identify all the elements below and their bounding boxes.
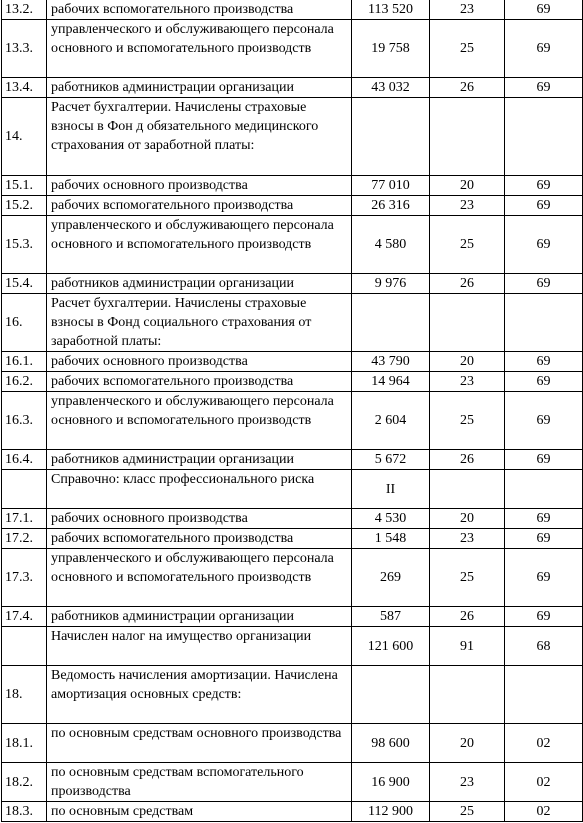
description-cell: Расчет бухгалтерии. Начислены страховые взносы в Фонд социального страхования от заработной платы: bbox=[47, 294, 352, 352]
credit-account-cell: 69 bbox=[505, 392, 583, 450]
table-row bbox=[2, 470, 583, 509]
credit-account-cell: 69 bbox=[505, 196, 583, 216]
row-number-cell: 15.1. bbox=[2, 176, 47, 196]
row-number-cell: 17.2. bbox=[2, 529, 47, 549]
row-number-cell: 15.3. bbox=[2, 216, 47, 274]
description-cell: рабочих основного производства bbox=[47, 509, 352, 529]
table-row bbox=[2, 607, 583, 627]
table-row bbox=[2, 666, 583, 724]
amount-cell: 4 580 bbox=[352, 216, 430, 274]
credit-account-cell bbox=[505, 98, 583, 176]
amount-cell: 4 530 bbox=[352, 509, 430, 529]
row-number-cell: 16.1. bbox=[2, 352, 47, 372]
table-row bbox=[2, 0, 583, 20]
debit-account-cell: 91 bbox=[430, 627, 505, 666]
table-row bbox=[2, 274, 583, 294]
row-number-cell: 18.1. bbox=[2, 724, 47, 763]
description-cell: работников администрации организации bbox=[47, 607, 352, 627]
debit-account-cell: 20 bbox=[430, 724, 505, 763]
row-number-cell: 17.4. bbox=[2, 607, 47, 627]
row-number-cell: 16.3. bbox=[2, 392, 47, 450]
description-cell: Ведомость начисления амортизации. Начислена амортизация основных средств: bbox=[47, 666, 352, 724]
debit-account-cell: 25 bbox=[430, 802, 505, 822]
table-row bbox=[2, 549, 583, 607]
row-number-cell: 18. bbox=[2, 666, 47, 724]
description-cell: рабочих вспомогательного производства bbox=[47, 529, 352, 549]
description-cell: работников администрации организации bbox=[47, 78, 352, 98]
description-cell: управленческого и обслуживающего персонала основного и вспомогательного производств bbox=[47, 20, 352, 78]
description-cell: по основным средствам вспомогательного производства bbox=[47, 763, 352, 802]
table-row bbox=[2, 352, 583, 372]
description-cell: работников администрации организации bbox=[47, 450, 352, 470]
debit-account-cell: 26 bbox=[430, 78, 505, 98]
amount-cell: 16 900 bbox=[352, 763, 430, 802]
description-cell: управленческого и обслуживающего персонала основного и вспомогательного производств bbox=[47, 392, 352, 450]
amount-cell: 113 520 bbox=[352, 0, 430, 20]
table-row bbox=[2, 20, 583, 78]
amount-cell: 19 758 bbox=[352, 20, 430, 78]
row-number-cell: 17.3. bbox=[2, 549, 47, 607]
debit-account-cell: 26 bbox=[430, 450, 505, 470]
credit-account-cell bbox=[505, 470, 583, 509]
description-cell: рабочих основного производства bbox=[47, 176, 352, 196]
row-number-cell bbox=[2, 470, 47, 509]
description-cell: Расчет бухгалтерии. Начислены страховые взносы в Фон д обязательного медицинского страхования от заработной платы: bbox=[47, 98, 352, 176]
credit-account-cell: 69 bbox=[505, 529, 583, 549]
amount-cell: 26 316 bbox=[352, 196, 430, 216]
description-cell: рабочих вспомогательного производства bbox=[47, 0, 352, 20]
table-row bbox=[2, 627, 583, 666]
amount-cell: II bbox=[352, 470, 430, 509]
credit-account-cell: 68 bbox=[505, 627, 583, 666]
description-cell: рабочих вспомогательного производства bbox=[47, 196, 352, 216]
credit-account-cell: 69 bbox=[505, 176, 583, 196]
description-cell: по основным средствам основного производства bbox=[47, 724, 352, 763]
description-cell: рабочих основного производства bbox=[47, 352, 352, 372]
amount-cell bbox=[352, 98, 430, 176]
amount-cell: 43 790 bbox=[352, 352, 430, 372]
credit-account-cell: 69 bbox=[505, 372, 583, 392]
amount-cell: 9 976 bbox=[352, 274, 430, 294]
description-cell: управленческого и обслуживающего персонала основного и вспомогательного производств bbox=[47, 216, 352, 274]
amount-cell: 1 548 bbox=[352, 529, 430, 549]
credit-account-cell bbox=[505, 294, 583, 352]
amount-cell: 587 bbox=[352, 607, 430, 627]
debit-account-cell bbox=[430, 98, 505, 176]
amount-cell: 98 600 bbox=[352, 724, 430, 763]
credit-account-cell: 69 bbox=[505, 509, 583, 529]
amount-cell: 2 604 bbox=[352, 392, 430, 450]
credit-account-cell: 69 bbox=[505, 549, 583, 607]
credit-account-cell: 69 bbox=[505, 352, 583, 372]
debit-account-cell: 20 bbox=[430, 352, 505, 372]
amount-cell: 269 bbox=[352, 549, 430, 607]
table-row bbox=[2, 724, 583, 763]
amount-cell bbox=[352, 666, 430, 724]
row-number-cell: 16. bbox=[2, 294, 47, 352]
amount-cell: 121 600 bbox=[352, 627, 430, 666]
table-row bbox=[2, 78, 583, 98]
debit-account-cell bbox=[430, 666, 505, 724]
credit-account-cell: 69 bbox=[505, 78, 583, 98]
description-cell: Начислен налог на имущество организации bbox=[47, 627, 352, 666]
credit-account-cell: 02 bbox=[505, 802, 583, 822]
row-number-cell: 15.2. bbox=[2, 196, 47, 216]
table-row bbox=[2, 529, 583, 549]
credit-account-cell: 02 bbox=[505, 763, 583, 802]
debit-account-cell: 26 bbox=[430, 274, 505, 294]
debit-account-cell: 23 bbox=[430, 763, 505, 802]
debit-account-cell: 23 bbox=[430, 529, 505, 549]
table-row bbox=[2, 196, 583, 216]
credit-account-cell: 69 bbox=[505, 216, 583, 274]
table-row bbox=[2, 450, 583, 470]
description-cell: по основным средствам bbox=[47, 802, 352, 822]
amount-cell: 43 032 bbox=[352, 78, 430, 98]
amount-cell bbox=[352, 294, 430, 352]
credit-account-cell: 69 bbox=[505, 20, 583, 78]
row-number-cell: 13.4. bbox=[2, 78, 47, 98]
table-body bbox=[2, 0, 583, 822]
table-row bbox=[2, 372, 583, 392]
table-row bbox=[2, 216, 583, 274]
credit-account-cell: 69 bbox=[505, 0, 583, 20]
credit-account-cell: 02 bbox=[505, 724, 583, 763]
table-row bbox=[2, 763, 583, 802]
debit-account-cell: 25 bbox=[430, 216, 505, 274]
description-cell: работников администрации организации bbox=[47, 274, 352, 294]
description-cell: управленческого и обслуживающего персонала основного и вспомогательного производств bbox=[47, 549, 352, 607]
description-cell: рабочих вспомогательного производства bbox=[47, 372, 352, 392]
debit-account-cell: 23 bbox=[430, 372, 505, 392]
row-number-cell bbox=[2, 627, 47, 666]
row-number-cell: 17.1. bbox=[2, 509, 47, 529]
row-number-cell: 16.4. bbox=[2, 450, 47, 470]
table-row bbox=[2, 392, 583, 450]
debit-account-cell: 26 bbox=[430, 607, 505, 627]
credit-account-cell: 69 bbox=[505, 607, 583, 627]
table-row bbox=[2, 294, 583, 352]
amount-cell: 112 900 bbox=[352, 802, 430, 822]
row-number-cell: 13.3. bbox=[2, 20, 47, 78]
credit-account-cell: 69 bbox=[505, 450, 583, 470]
row-number-cell: 16.2. bbox=[2, 372, 47, 392]
row-number-cell: 15.4. bbox=[2, 274, 47, 294]
debit-account-cell: 23 bbox=[430, 196, 505, 216]
table-row bbox=[2, 176, 583, 196]
credit-account-cell bbox=[505, 666, 583, 724]
debit-account-cell: 25 bbox=[430, 20, 505, 78]
row-number-cell: 13.2. bbox=[2, 0, 47, 20]
debit-account-cell bbox=[430, 294, 505, 352]
row-number-cell: 18.2. bbox=[2, 763, 47, 802]
debit-account-cell bbox=[430, 470, 505, 509]
table-row bbox=[2, 98, 583, 176]
row-number-cell: 14. bbox=[2, 98, 47, 176]
debit-account-cell: 25 bbox=[430, 549, 505, 607]
table-row bbox=[2, 509, 583, 529]
description-cell: Справочно: класс профессионального риска bbox=[47, 470, 352, 509]
table-row bbox=[2, 802, 583, 822]
amount-cell: 5 672 bbox=[352, 450, 430, 470]
amount-cell: 77 010 bbox=[352, 176, 430, 196]
debit-account-cell: 23 bbox=[430, 0, 505, 20]
accounting-entries-table bbox=[1, 0, 583, 822]
row-number-cell: 18.3. bbox=[2, 802, 47, 822]
debit-account-cell: 20 bbox=[430, 176, 505, 196]
credit-account-cell: 69 bbox=[505, 274, 583, 294]
debit-account-cell: 20 bbox=[430, 509, 505, 529]
debit-account-cell: 25 bbox=[430, 392, 505, 450]
amount-cell: 14 964 bbox=[352, 372, 430, 392]
